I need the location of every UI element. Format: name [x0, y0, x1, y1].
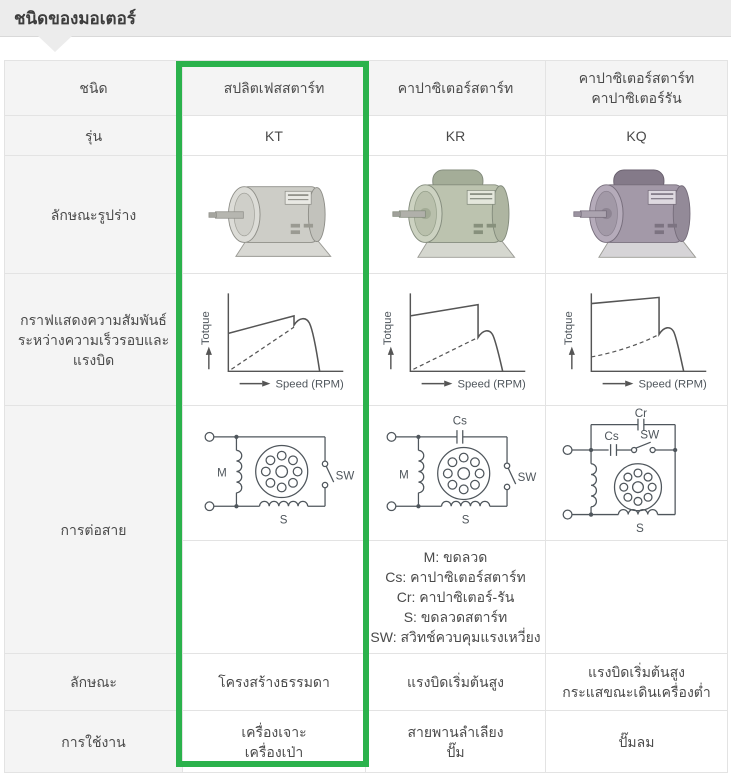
page-title: ชนิดของมอเตอร์: [14, 8, 136, 28]
graph-xlabel: Speed (RPM): [638, 378, 707, 391]
wiring-label-s: S: [635, 522, 644, 536]
motor-image-kr: [377, 165, 535, 265]
wiring-legend-empty-kt: [183, 541, 366, 654]
torque-graph-kq-cell: [546, 274, 728, 406]
row-label-model: รุ่น: [5, 116, 183, 156]
col-kq-characteristics: แรงบิดเริ่มต้นสูง กระแสขณะเดินเครื่องต่ำ: [546, 654, 728, 711]
motor-image-kq: [558, 165, 716, 265]
col-kr-characteristics: แรงบิดเริ่มต้นสูง: [366, 654, 546, 711]
row-label-graph: กราฟแสดงความสัมพันธ์ ระหว่างความเร็วรอบและ แรงบิด: [5, 274, 183, 406]
torque-graph-kt-cell: [183, 274, 366, 406]
torque-graph-kr: [376, 281, 536, 399]
wiring-label-cs: Cs: [603, 430, 619, 444]
graph-xlabel: Speed (RPM): [275, 378, 344, 391]
wiring-label-s: S: [279, 514, 288, 527]
torque-graph-kt: [194, 281, 354, 399]
wiring-diagram-kq-cell: [546, 406, 728, 541]
motor-image-kt: [195, 165, 353, 265]
motor-image-kr-cell: [366, 156, 546, 274]
legend-line-m: M: ขดลวด: [423, 549, 488, 565]
wiring-diagram-kt-cell: [183, 406, 366, 541]
graph-ylabel: Totque: [199, 310, 212, 345]
tooltip-arrow-icon: [38, 36, 72, 52]
row-label-wiring: การต่อสาย: [5, 406, 183, 654]
graph-ylabel: Totque: [381, 310, 394, 345]
row-label-type: ชนิด: [5, 61, 183, 116]
col-kq-usage: ปั๊มลม: [546, 711, 728, 773]
legend-line-cr: Cr: คาปาซิเตอร์-รัน: [396, 589, 515, 605]
col-kr-usage: สายพานลำเลียง ปั๊ม: [366, 711, 546, 773]
col-kr-type: คาปาซิเตอร์สตาร์ท: [366, 61, 546, 116]
col-kr-model: KR: [366, 116, 546, 156]
col-kt-usage: เครื่องเจาะ เครื่องเป่า: [183, 711, 366, 773]
section-header: [0, 0, 731, 37]
wiring-label-s: S: [461, 514, 469, 527]
col-kq-type: คาปาซิเตอร์สตาร์ท คาปาซิเตอร์รัน: [546, 61, 728, 116]
torque-graph-kr-cell: [366, 274, 546, 406]
wiring-label-sw: SW: [639, 428, 659, 442]
row-label-appearance: ลักษณะรูปร่าง: [5, 156, 183, 274]
wiring-diagram-kr: [371, 408, 541, 538]
col-kt-characteristics: โครงสร้างธรรมดา: [183, 654, 366, 711]
col-kt-type: สปลิตเฟสสตาร์ท: [183, 61, 366, 116]
graph-ylabel: Totque: [562, 310, 575, 345]
col-kt-model: KT: [183, 116, 366, 156]
wiring-legend-empty-kq: [546, 541, 728, 654]
wiring-diagram-kt: [189, 408, 359, 538]
torque-graph-kq: [557, 281, 717, 399]
wiring-label-m: M: [217, 467, 227, 480]
wiring-label-sw: SW: [517, 472, 536, 485]
wiring-diagram-kq: [552, 407, 722, 539]
wiring-label-cs: Cs: [452, 415, 467, 428]
wiring-label-sw: SW: [335, 470, 355, 483]
row-label-characteristics: ลักษณะ: [5, 654, 183, 711]
graph-xlabel: Speed (RPM): [457, 378, 526, 391]
wiring-label-m: M: [398, 469, 409, 482]
col-kq-model: KQ: [546, 116, 728, 156]
legend-line-sw: SW: สวิทช์ควบคุมแรงเหวี่ยง: [370, 629, 541, 645]
motor-image-kt-cell: [183, 156, 366, 274]
legend-line-cs: Cs: คาปาซิเตอร์สตาร์ท: [385, 569, 526, 585]
motor-image-kq-cell: [546, 156, 728, 274]
wiring-diagram-kr-cell: [366, 406, 546, 541]
motor-comparison-table: [4, 60, 728, 773]
row-label-usage: การใช้งาน: [5, 711, 183, 773]
wiring-label-cr: Cr: [634, 407, 647, 420]
legend-line-s: S: ขดลวดสตาร์ท: [403, 609, 508, 625]
wiring-legend: [366, 541, 546, 654]
